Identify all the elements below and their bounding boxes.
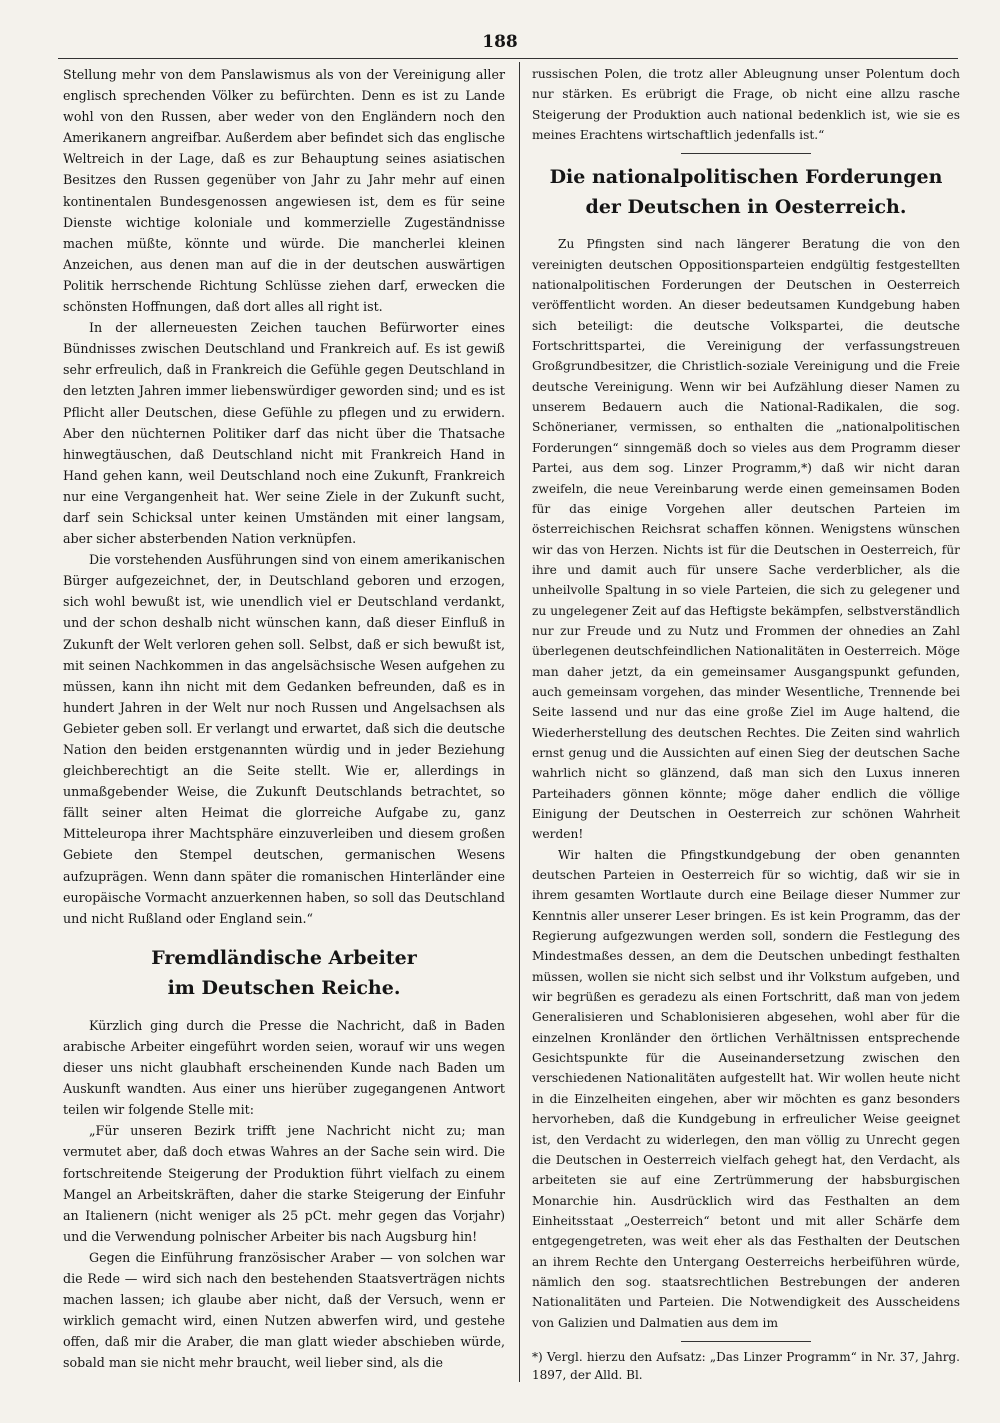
heading-line-1: Die nationalpolitischen Forderungen xyxy=(549,166,943,189)
spacer xyxy=(532,1333,960,1341)
page-number: 188 xyxy=(482,32,518,52)
spacer xyxy=(532,222,960,234)
article-heading-fremdlaendische-arbeiter xyxy=(63,943,505,1003)
left-column xyxy=(63,64,505,1373)
paragraph-arbeiter: Kürzlich ging durch die Presse die Nachricht, daß in Baden arabische Arbeiter eingeführt worden seien, worauf wir uns wegen dieser uns nicht glaubhaft erscheinenden Kunde nach Baden um Auskunft wandten. Aus einer uns hierüber zugegangenen Antwort teilen wir folgende Stelle mit: xyxy=(63,1017,505,1118)
paragraph-wir-halten: Wir halten die Pfingstkundgebung der oben genannten deutschen Parteien in Oesterreich für so wichtig, daß wir sie in ihrem gesamten Wortlaute durch eine Beilage dieser Nummer zur Kenntnis aller unserer Leser bringen. Es ist kein Programm, das der Regierung aufgezwungen werden soll, sondern die Festlegung des Mindestmaßes dessen, an dem die Deutschen unbedingt festhalten müssen, wollen sie nicht sich selbst und ihr Volkstum aufgeben, und wir begrüßen es geradezu als einen Fortschritt, daß man von jedem Generalisieren und Schablonisieren abgesehen, wohl aber für die einzelnen Kronländer den örtlichen Verhältnissen entsprechende Gesichtspunkte für die Auseinandersetzung zwischen den verschiedenen Nationalitäten aufgestellt hat. Wir wollen heute nicht in die Einzelheiten eingehen, aber wir möchten es ganz besonders hervorheben, daß die Kundgebung in erfreulicher Weise geeignet ist, den Verdacht zu widerlegen, den man völlig zu Unrecht gegen die Deutschen in Oesterreich vielfach gehegt hat, den Verdacht, als arbeiteten sie auf eine Zertrümmerung der habsburgischen Monarchie hin. Ausdrücklich wird das Festhalten an dem Einheitsstaat „Oesterreich“ betont und mit aller Schärfe dem entgegengetreten, was weit eher als das Festhalten der Deutschen an ihrem Rechte den Untergang Oesterreichs herbeiführen würde, nämlich den sog. staatsrechtlichen Bestrebungen der anderen Nationalitäten und Parteien. Die Notwendigkeit des Ausscheidens von Galizien und Dalmatien aus dem im xyxy=(532,847,960,1330)
spacer xyxy=(63,929,505,943)
heading-line-1: Fremdländische Arbeiter xyxy=(151,946,417,969)
right-column xyxy=(532,64,960,1384)
paragraph-american-citizen: Die vorstehenden Ausführungen sind von einem amerikanischen Bürger aufgezeichnet, der, in Deutschland geboren und erzogen, sich wohl bewußt ist, wie unendlich viel er Deutschland verdankt, und der schon deshalb nicht wünschen kann, daß dieser Einfluß in Zukunft der Welt verloren gehen soll. Selbst, daß er sich bewußt ist, mit seinen Nachkommen in das angelsächsische Wesen aufgehen zu müssen, kann ihn nicht mit dem Gedanken befreunden, daß es in hundert Jahren in der Welt nur noch Russen und Angelsachsen als Gebieter geben soll. Er verlangt und erwartet, daß sich die deutsche Nation den beiden erstgenannten würdig und in jeder Beziehung gleichberechtigt an die Seite stellt. Wie er, allerdings in unmaßgebender Weise, die Zukunft Deutschlands betrachtet, so fällt seiner alten Heimat die glorreiche Aufgabe zu, ganz Mitteleuropa ihrer Machtsphäre einzuverleiben und diesem großen Gebiete den Stempel deutschen, germanischen Wesens aufzuprägen. Wenn dann später die romanischen Hinterländer eine europäische Vormacht anzuerkennen haben, so soll das Deutschland und nicht Rußland oder England sein.“ xyxy=(63,552,505,926)
heading-line-2: der Deutschen in Oesterreich. xyxy=(585,196,907,219)
column-divider xyxy=(519,62,520,1382)
footnote: *) Vergl. hierzu den Aufsatz: „Das Linzer Programm“ in Nr. 37, Jahrg. 1897, der Alld. Bl. xyxy=(532,1349,960,1382)
paragraph-france: In der allerneuesten Zeichen tauchen Befürworter eines Bündnisses zwischen Deutschland und Frankreich auf. Es ist gewiß sehr erfreulich, daß in Frankreich die Gefühle gegen Deutschland in den letzten Jahren immer liebenswürdiger geworden sind; und es ist Pflicht aller Deutschen, diese Gefühle zu pflegen und zu erwidern. Aber den nüchternen Politiker darf das nicht über die Thatsache hinwegtäuschen, daß Deutschland nicht mit Frankreich Hand in Hand gehen kann, weil Deutschland noch eine Zukunft, Frankreich nur eine Vergangenheit hat. Wer seine Ziele in der Zukunft sucht, darf sein Schicksal unter keinen Umständen mit einer langsam, aber sicher absterbenden Nation verknüpfen. xyxy=(63,320,505,547)
spacer xyxy=(532,145,960,153)
paragraph-quote: „Für unseren Bezirk trifft jene Nachricht nicht zu; man vermutet aber, daß doch etwas Wahres an der Sache sein wird. Die fortschreitende Steigerung der Produktion führt vielfach zu einem Mangel an Arbeitskräften, daher die starke Steigerung der Einfuhr an Italienern (nicht weniger als 25 pCt. mehr gegen das Vorjahr) und die Verwendung polnischer Arbeiter bis nach Augsburg hin! xyxy=(63,1123,505,1244)
header-rule xyxy=(58,58,958,59)
paragraph-pfingsten: Zu Pfingsten sind nach längerer Beratung die von den vereinigten deutschen Oppositionsparteien endgültig festgestellten nationalpolitischen Forderungen der Deutschen in Oesterreich veröffentlicht worden. An dieser bedeutsamen Kundgebung haben sich beteiligt: die deutsche Volkspartei, die deutsche Fortschrittspartei, die Vereinigung der verfassungstreuen Großgrundbesitzer, die Christlich-soziale Vereinigung und die Freie deutsche Vereinigung. Wenn wir bei Aufzählung dieser Namen zu unserem Bedauern auch die National-Radikalen, die sog. Schönerianer, vermissen, so enthalten die „nationalpolitischen Forderungen“ sinngemäß doch so vieles aus dem Programm dieser Partei, aus dem sog. Linzer Programm,*) daß wir nicht daran zweifeln, die neue Vereinbarung werde einen gemeinsamen Boden für das einige Vorgehen aller deutschen Parteien im österreichischen Reichsrat schaffen können. Wenigstens wünschen wir das von Herzen. Nichts ist für die Deutschen in Oesterreich, für ihre und damit auch für unsere Sache verderblicher, als die unheilvolle Spaltung in so viele Parteien, die sich zu gelegener und zu ungelegener Zeit auf das Heftigste bekämpfen, selbstverständlich nur zur Freude und zu Nutz und Frommen der ohnedies an Zahl überlegenen deutschfeindlichen Nationalitäten in Oesterreich. Möge man daher jetzt, da ein gemeinsamer Ausgangspunkt gefunden, auch gemeinsam vorgehen, das minder Wesentliche, Trennende bei Seite lassend und nur das eine große Ziel im Auge haltend, die Wiederherstellung des deutschen Rechtes. Die Zeiten sind wahrlich ernst genug und die Aussichten auf einen Sieg der deutschen Sache wahrlich nicht so glänzend, daß man sich den Luxus inneren Parteihaders gönnen könnte; möge daher endlich die völlige Einigung der Deutschen in Oesterreich zur schönen Wahrheit werden! xyxy=(532,237,960,842)
spacer xyxy=(63,1003,505,1015)
article-heading-nationalpolitische-forderungen xyxy=(532,162,960,222)
paragraph-continued-right: russischen Polen, die trotz aller Ableugnung unser Polentum doch nur stärken. Es erübrigt die Frage, ob nicht eine allzu rasche Steigerung der Produktion auch national bedenklich ist, wie sie es meines Erachtens wirtschaftlich jedenfalls ist.“ xyxy=(532,67,960,143)
paragraph-araber: Gegen die Einführung französischer Araber — von solchen war die Rede — wird sich nach den bestehenden Staatsverträgen nichts machen lassen; ich glaube aber nicht, daß der Versuch, wenn er wirklich gemacht wird, einen Nutzen abwerfen wird, und gestehe offen, daß mir die Araber, die man glatt wieder abschieben würde, sobald man sie nicht mehr braucht, weil lieber sind, als die xyxy=(63,1249,505,1371)
heading-line-2: im Deutschen Reiche. xyxy=(167,976,401,999)
paragraph-continued: Stellung mehr von dem Panslawismus als von der Vereinigung aller englisch sprechenden Völker zu befürchten. Denn es ist zu Lande wohl von den Russen, aber weder von den Engländern noch den Amerikanern angreifbar. Außerdem aber befindet sich das englische Weltreich in der Lage, daß es zur Behauptung seines asiatischen Besitzes den Russen gegenüber von Jahr zu Jahr mehr auf einen kontinentalen Bundesgenossen angewiesen ist, dem es für seine Dienste wichtige koloniale und kommerzielle Zugeständnisse machen müßte, könnte und würde. Die mancherlei kleinen Anzeichen, aus denen man auf die in der deutschen auswärtigen Politik herrschende Richtung Schlüsse ziehen darf, erwecken die schönsten Hoffnungen, daß dort alles all right ist. xyxy=(63,67,505,315)
spacer xyxy=(532,154,960,162)
